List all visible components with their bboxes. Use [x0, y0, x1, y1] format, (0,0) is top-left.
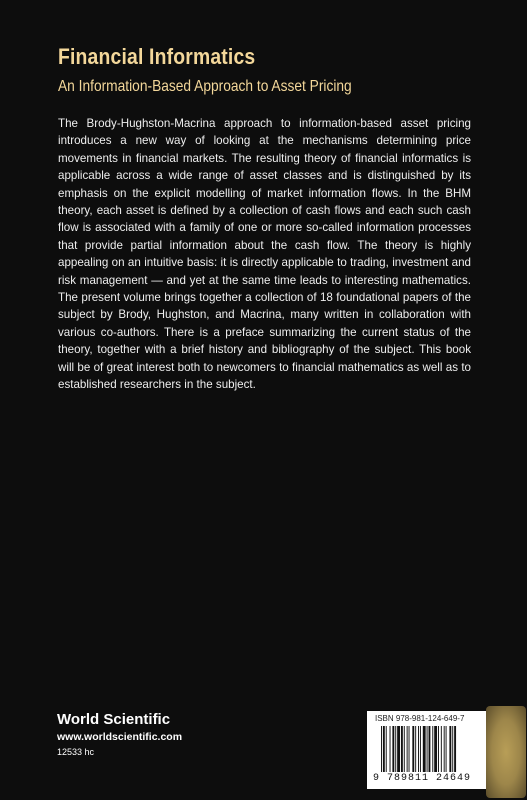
barcode-bar	[404, 726, 405, 772]
barcode-bar	[432, 726, 433, 772]
barcode-bar	[449, 726, 451, 772]
barcode-bar	[446, 726, 447, 772]
barcode-bar	[429, 726, 431, 772]
cover-wear-mark	[486, 706, 526, 798]
barcode-bar	[381, 726, 382, 772]
barcode-bar	[444, 726, 445, 772]
barcode-bar	[418, 726, 419, 772]
barcode-bar	[383, 726, 385, 772]
barcode-bar	[423, 726, 426, 772]
barcode-bar	[441, 726, 442, 772]
barcode-bar	[397, 726, 400, 772]
book-description: The Brody-Hughston-Macrina approach to information-based asset pricing introduces a new way of looking at the mechanisms determining price movements in financial markets. The resulting theory of financial informatics is applicable across a wide range of asset classes and is distinguished by its emphasis on the explicit modelling of market information flows. In the BHM theory, each asset is defined by a collection of cash flows and each such cash flow is associated with a family of one or more so-called information processes that provide partial information about the cash flow. The theory is highly appealing on an intuitive basis: it is directly applicable to trading, investment and risk management — and yet at the same time leads to interesting mathematics. The present volume brings together a collection of 18 foundational papers of the subject by Brody, Hughston, and Macrina, many written in collaboration with various co-authors. There is a preface summarizing the current status of the theory, together with a brief history and bibliography of the subject. This book will be of great interest both to newcomers to financial mathematics as well as to established researchers in the subject.	[58, 117, 471, 392]
barcode-bar	[392, 726, 394, 772]
barcode-bar	[452, 726, 453, 772]
barcode-bar	[438, 726, 439, 772]
barcode-bar	[390, 726, 391, 772]
barcode-bar	[415, 726, 416, 772]
barcode-bar	[401, 726, 403, 772]
barcode-bar	[409, 726, 410, 772]
publisher-name: World Scientific	[57, 711, 171, 728]
book-title: Financial Informatics	[58, 44, 256, 69]
barcode-bar	[420, 726, 421, 772]
product-code: 12533 hc	[57, 747, 95, 757]
barcode-bar	[454, 726, 456, 772]
barcode-bar	[434, 726, 437, 772]
book-subtitle: An Information-Based Approach to Asset Pricing	[58, 78, 352, 95]
isbn-label: ISBN 978-981-124-649-7	[375, 714, 465, 723]
barcode-bar	[412, 726, 414, 772]
barcode-bars-icon	[381, 726, 499, 772]
barcode-bar	[407, 726, 408, 772]
barcode-bar	[427, 726, 428, 772]
barcode-number: 9 789811 24649	[373, 773, 472, 784]
publisher-website: www.worldscientific.com	[57, 731, 183, 743]
barcode-bar	[395, 726, 396, 772]
barcode-bar	[386, 726, 387, 772]
